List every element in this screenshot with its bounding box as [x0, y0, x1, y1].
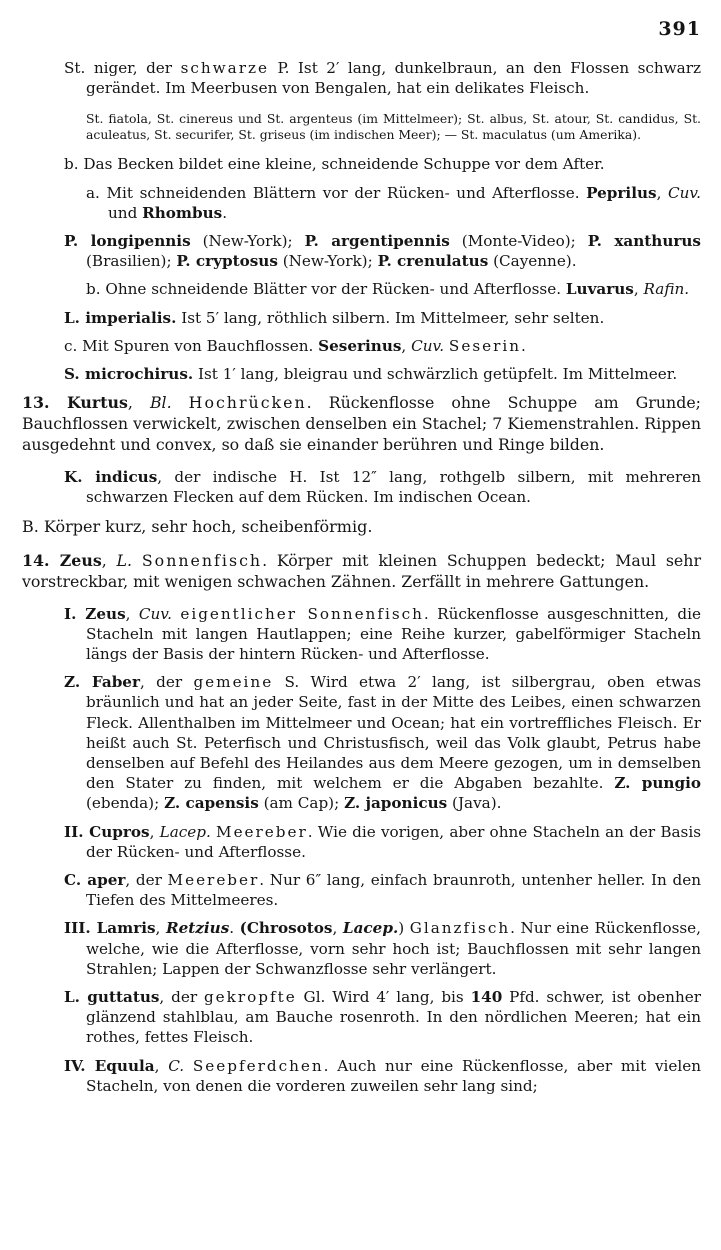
text-run: Seserin — [448, 336, 521, 355]
text-run: C. — [168, 1056, 185, 1075]
text-run: St. niger, der — [64, 59, 181, 77]
entry-z-faber — [64, 672, 701, 813]
text-run: L. imperialis. — [64, 308, 177, 327]
text-run: I. Zeus — [64, 604, 126, 623]
text-run: Cuv. — [411, 336, 445, 355]
text-run: , der — [139, 673, 194, 692]
text-run: K. indicus — [64, 468, 158, 487]
text-run — [184, 1057, 193, 1075]
subsection-c — [64, 336, 701, 356]
text-run: Z. pungio — [614, 774, 701, 793]
text-run: Cuv. — [138, 604, 172, 623]
text-run: . Rückenflosse ausgeschnitten, die Stacheln mit langen Hautlappen; eine Reihe kurzer, gabelförmiger Stacheln längs der Basis der hintern Rücken- und Afterflosse. — [86, 604, 701, 664]
entry-st-niger — [64, 58, 701, 98]
text-run: (Cayenne). — [488, 252, 577, 271]
text-run: . Wie die vorigen, aber ohne Stacheln an der Basis der Rücken- und Afterflosse. — [86, 822, 701, 861]
text-run: , der — [159, 988, 204, 1007]
text-run: (Java). — [447, 794, 502, 813]
genus-14-zeus — [22, 550, 701, 592]
text-run: Retzius — [165, 919, 230, 938]
text-run: , — [155, 919, 166, 938]
text-run: 140 — [470, 988, 503, 1007]
text-run: c. Mit Spuren von Bauchflossen. — [64, 336, 319, 355]
text-run: (ebenda); — [86, 794, 165, 813]
text-run: Bl. — [149, 393, 172, 413]
text-run: gemeine — [193, 673, 274, 692]
text-run: , der indische H. Ist 12″ lang, rothgelb silbern, mit mehreren schwarzen Flecken auf dem Rücken. Im indischen Ocean. — [86, 468, 701, 507]
text-run: Meereber — [167, 871, 260, 890]
text-run — [132, 551, 142, 570]
entry-k-indicus — [64, 467, 701, 507]
text-run: Hochrücken — [188, 393, 307, 413]
text-run: eigentlicher Sonnenfisch — [180, 604, 424, 623]
text-run: Gl. Wird 4′ lang, bis — [296, 988, 471, 1007]
text-run: 13. Kurtus — [22, 393, 128, 413]
text-run: Z. Faber — [64, 673, 140, 692]
text-run: P. argentipennis — [304, 232, 450, 250]
text-run: b. Das Becken bildet eine kleine, schneidende Schuppe vor dem After. — [64, 155, 605, 174]
subgenus-i-zeus — [64, 604, 701, 665]
text-run: 14. Zeus — [22, 550, 102, 570]
text-run: St. fiatola, St. cinereus und St. argenteus (im Mittelmeer); St. albus, St. atour, St. candidus, St. aculeatus, St. securifer, St. griseus (im indischen Meer); — St. maculatus (um Amerika). — [86, 110, 701, 142]
text-run: Ist 1′ lang, bleigrau und schwärzlich getüpfelt. Im Mittelmeer. — [193, 365, 678, 384]
text-run: Ist 5′ lang, röthlich silbern. Im Mittelmeer, sehr selten. — [176, 308, 605, 327]
species-list-peprilus — [64, 231, 701, 271]
text-run: (am Cap); — [258, 794, 345, 813]
text-run: C. aper — [64, 871, 126, 890]
entry-s-microchirus — [64, 364, 701, 384]
entry-l-imperialis — [64, 308, 701, 328]
text-run: . Körper mit kleinen Schuppen bedeckt; Maul sehr vorstreckbar, mit wenigen schwachen Zähnen. Zerfällt in mehrere Gattungen. — [22, 550, 701, 591]
text-run: . — [222, 203, 228, 222]
text-run: (New-York); — [277, 252, 378, 271]
text-run: P. longipennis — [64, 232, 191, 250]
text-run: L. guttatus — [64, 988, 160, 1007]
text-run: Lacep. — [342, 919, 399, 938]
page-number: 391 — [658, 18, 701, 40]
text-run: , — [401, 336, 412, 355]
genus-13-kurtus — [22, 392, 701, 455]
text-run: IV. Equula — [64, 1056, 155, 1075]
subgenus-ii-cupros — [64, 822, 701, 862]
text-run: Cuv. — [667, 183, 701, 202]
text-run: P. crenulatus — [377, 252, 489, 271]
subsection-b-b — [86, 279, 701, 299]
text-run: P. cryptosus — [176, 252, 278, 271]
text-run: Sonnenfisch — [141, 550, 263, 570]
text-run: (New-York); — [190, 232, 305, 250]
subsection-b — [64, 154, 701, 174]
entry-l-guttatus — [64, 987, 701, 1048]
text-run: Glanzfisch — [409, 919, 511, 938]
text-run: Rhombus — [142, 203, 223, 222]
text-run: , der — [125, 871, 168, 890]
text-run: B. Körper kurz, sehr hoch, scheibenförmig. — [22, 516, 373, 536]
text-run: Rafin. — [643, 280, 690, 299]
text-run: gekropfte — [203, 988, 297, 1007]
text-run: . — [229, 919, 240, 938]
text-run: , — [127, 393, 150, 413]
text-run: (Chrosotos — [239, 919, 333, 938]
text-run: Seepferdchen — [192, 1056, 324, 1075]
section-b-header — [22, 516, 701, 538]
text-run: . Rückenflosse ohne Schuppe am Grunde; Bauchflossen verwickelt, zwischen denselben ein Stachel; 7 Kiemenstrahlen. Rippen ausgedehnt und convex, so daß sie einander berühren und Ringe bilden. — [22, 393, 701, 455]
page-body — [22, 58, 701, 1104]
text-run: Pfd. schwer, ist obenher glänzend stahlblau, am Bauche rosenroth. In den nördlichen Meeren; hat ein rothes, fettes Fleisch. — [86, 988, 701, 1047]
text-run: Peprilus — [586, 183, 657, 202]
text-run: . — [521, 336, 526, 355]
text-run: Z. japonicus — [344, 794, 448, 813]
text-run: P. Ist 2′ lang, dunkelbraun, an den Flossen schwarz gerändet. Im Meerbusen von Bengalen, hat ein delikates Fleisch. — [86, 59, 701, 98]
text-run: Luvarus — [565, 280, 634, 299]
text-run: Z. capensis — [164, 794, 259, 813]
subgenus-iii-lamris — [64, 918, 701, 979]
text-run: L. — [116, 550, 133, 570]
text-run: , — [125, 604, 139, 623]
text-run: , — [154, 1056, 169, 1075]
text-run: Seserinus — [318, 336, 402, 355]
subsection-b-a — [86, 183, 701, 223]
text-run: S. Wird etwa 2′ lang, ist silbergrau, oben etwas bräunlich und hat an jeder Seite, fast in der Mitte des Leibes, einen schwarzen Fleck. Allenthalben im Mittelmeer und Ocean; hat ein vortreffliches Fleisch. Er heißt auch St. Peterfisch und Christusfisch, weil das Volk glaubt, Petrus habe denselben auf Befehl des Heilandes aus dem Meere gezogen, um in demselben den Stater zu finden, mit welchem er die Abgaben bezahlte. — [86, 673, 701, 793]
text-run: , — [332, 919, 343, 938]
text-run: (Monte-Video); — [449, 232, 588, 250]
entry-c-aper — [64, 870, 701, 910]
text-run: . Auch nur eine Rückenflosse, aber mit vielen Stacheln, von denen die vorderen zuweilen sehr lang sind; — [86, 1056, 701, 1095]
text-run: , — [633, 280, 644, 299]
text-run: S. microchirus. — [64, 365, 194, 384]
text-run: (Brasilien); — [86, 252, 177, 271]
text-run: a. Mit schneidenden Blättern vor der Rücken- und Afterflosse. — [86, 183, 587, 202]
text-run: , — [101, 550, 117, 570]
text-run: . Nur 6″ lang, einfach braunroth, untenher heller. In den Tiefen des Mittelmeeres. — [86, 871, 702, 910]
species-list-stromateus — [86, 111, 701, 143]
text-run: P. xanthurus — [587, 232, 701, 250]
text-run: b. Ohne schneidende Blätter vor der Rücken- und Afterflosse. — [86, 280, 566, 299]
text-run: ) — [398, 919, 410, 938]
text-run — [172, 393, 189, 412]
text-run: III. Lamris — [64, 919, 156, 938]
text-run: Meereber — [216, 822, 308, 841]
text-run: schwarze — [180, 59, 269, 77]
text-run: und — [108, 203, 143, 222]
text-run: . Nur eine Rückenflosse, welche, wie die Afterflosse, vorn sehr hoch ist; Bauchflossen mit sehr langen Strahlen; Lappen der Schwanzflosse sehr verlängert. — [86, 919, 701, 978]
text-run: , — [149, 822, 160, 841]
subgenus-iv-equula — [64, 1056, 701, 1096]
text-run: Lacep. — [159, 822, 211, 841]
text-run: II. Cupros — [64, 822, 150, 841]
text-run: , — [656, 183, 668, 202]
